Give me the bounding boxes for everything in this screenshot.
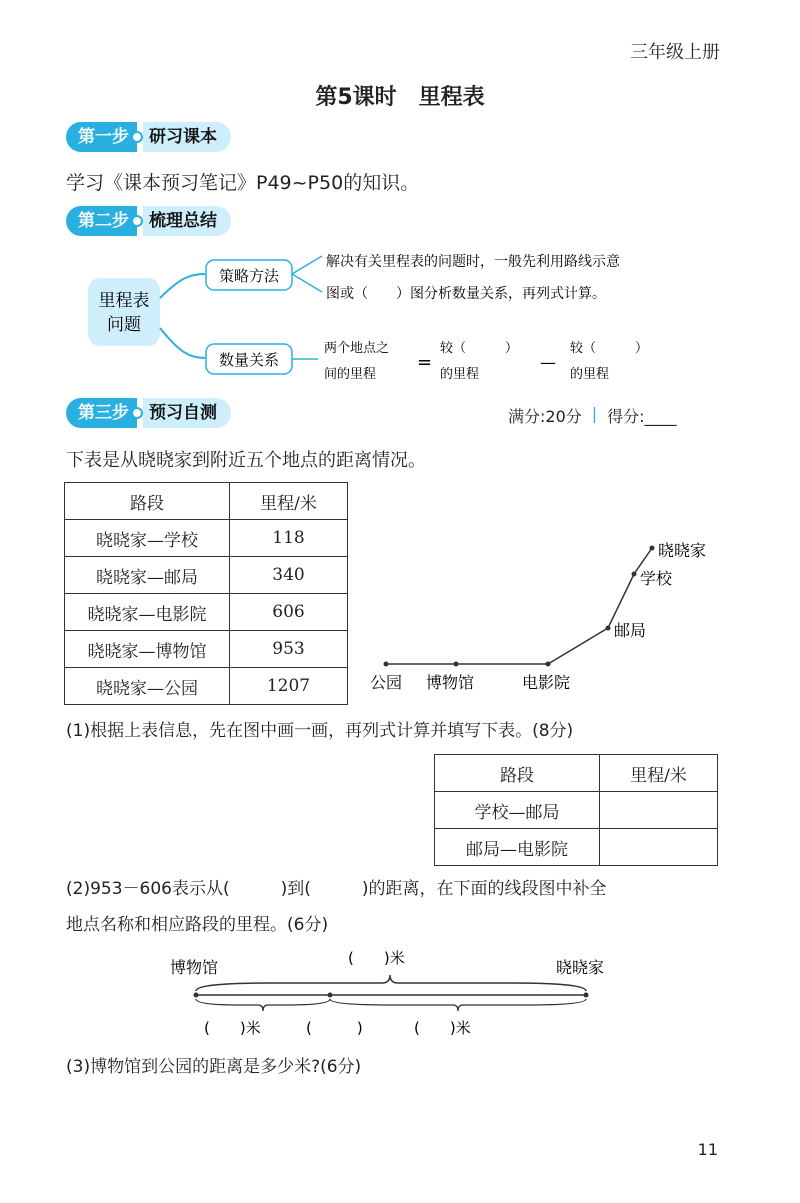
top-brace — [196, 975, 586, 991]
park-dot — [384, 662, 389, 667]
map-post-label: 邮局 — [614, 621, 647, 640]
map-park-label: 公园 — [370, 673, 403, 692]
question1: (1)根据上表信息，先在图中画一画，再列式计算并填写下表。(8分) — [66, 721, 574, 741]
mind-map — [60, 248, 740, 398]
answer-header-cell: 路段 — [435, 755, 600, 792]
step2-num: 第二步 — [66, 206, 137, 236]
answer-input-cell[interactable] — [600, 792, 718, 829]
branch2-label: 数量关系 — [218, 351, 280, 369]
map-school-label: 学校 — [640, 569, 673, 588]
segment-bottom-2: ( ) — [306, 1019, 363, 1037]
strategy-line2: 图或（ ）图分析数量关系，再列式计算。 — [326, 286, 606, 302]
segment-bottom-1: ( )米 — [204, 1019, 261, 1037]
table-cell: 606 — [230, 594, 348, 631]
table-header-cell: 路段 — [65, 483, 230, 520]
table-row — [65, 520, 348, 557]
answer-header-row — [435, 755, 718, 792]
step1-dot-icon — [131, 131, 143, 143]
mind-center-line2: 问题 — [107, 315, 141, 335]
table-header-row — [65, 483, 348, 520]
branch2-line — [160, 328, 205, 358]
step3-banner — [66, 398, 231, 428]
bottom-brace-1 — [196, 999, 330, 1011]
answer-table — [434, 754, 718, 866]
grade-label: 三年级上册 — [630, 42, 720, 63]
table-cell: 340 — [230, 557, 348, 594]
table-row — [65, 594, 348, 631]
cinema-dot — [546, 662, 551, 667]
answer-cell: 学校—邮局 — [435, 792, 600, 829]
museum-dot — [454, 662, 459, 667]
score-area — [508, 404, 677, 427]
table-cell: 118 — [230, 520, 348, 557]
table-cell: 晓晓家—公园 — [65, 668, 230, 705]
table-cell: 晓晓家—博物馆 — [65, 631, 230, 668]
table-row — [65, 557, 348, 594]
relation-a1: 两个地点之 — [324, 341, 390, 356]
answer-input-cell[interactable] — [600, 829, 718, 866]
step3-label: 预习自测 — [143, 398, 231, 428]
table-cell: 晓晓家—电影院 — [65, 594, 230, 631]
full-score: 满分:20分 — [508, 407, 582, 426]
relation-a2: 间的里程 — [324, 367, 377, 382]
table-cell: 953 — [230, 631, 348, 668]
answer-row — [435, 829, 718, 866]
school-dot — [632, 572, 637, 577]
table-row — [65, 668, 348, 705]
step2-label: 梳理总结 — [143, 206, 231, 236]
step1-banner — [66, 122, 231, 152]
page-number: 11 — [697, 1140, 718, 1159]
table-cell: 晓晓家—邮局 — [65, 557, 230, 594]
step1-text: 学习《课本预习笔记》P49~P50的知识。 — [66, 172, 420, 194]
branch1-line — [160, 274, 205, 298]
mind-center-line1: 里程表 — [98, 291, 150, 311]
strategy-line1: 解决有关里程表的问题时，一般先利用路线示意 — [326, 254, 620, 270]
segment-mid-dot — [328, 993, 333, 998]
question2-line1: (2)953－606表示从( )到( )的距离，在下面的线段图中补全 — [66, 879, 607, 899]
branch1-label: 策略方法 — [218, 267, 280, 285]
relation-equals: = — [417, 352, 433, 373]
step1-num: 第一步 — [66, 122, 137, 152]
lesson-title: 第5课时 里程表 — [315, 85, 485, 110]
relation-b1: 较（ ） — [440, 341, 519, 356]
post-dot — [606, 626, 611, 631]
relation-c2: 的里程 — [570, 367, 610, 382]
relation-b2: 的里程 — [440, 367, 480, 382]
segment-right-dot — [584, 993, 589, 998]
relation-minus: — — [540, 353, 556, 372]
table-header-cell: 里程/米 — [230, 483, 348, 520]
map-home-label: 晓晓家 — [658, 541, 707, 560]
relation-c1: 较（ ） — [570, 341, 649, 356]
map-museum-label: 博物馆 — [426, 673, 475, 692]
intro-text: 下表是从晓晓家到附近五个地点的距离情况。 — [66, 450, 426, 471]
bottom-brace-2 — [330, 999, 586, 1011]
route-map — [360, 530, 740, 700]
step3-dot-icon — [131, 407, 143, 419]
route-line — [386, 548, 652, 664]
question2-line2: 地点名称和相应路段的里程。(6分) — [66, 915, 329, 935]
table-cell: 晓晓家—学校 — [65, 520, 230, 557]
segment-right-label: 晓晓家 — [556, 958, 605, 977]
map-cinema-label: 电影院 — [522, 673, 571, 692]
step2-dot-icon — [131, 215, 143, 227]
answer-cell: 邮局—电影院 — [435, 829, 600, 866]
step2-banner — [66, 206, 231, 236]
score-got: 得分:____ — [607, 407, 677, 426]
question3: (3)博物馆到公园的距离是多少米?(6分) — [66, 1057, 362, 1077]
step1-label: 研习课本 — [143, 122, 231, 152]
segment-diagram — [160, 945, 640, 1045]
answer-row — [435, 792, 718, 829]
segment-left-label: 博物馆 — [170, 958, 219, 977]
segment-top-label: ( )米 — [348, 949, 405, 967]
step3-num: 第三步 — [66, 398, 137, 428]
table-cell: 1207 — [230, 668, 348, 705]
table-row — [65, 631, 348, 668]
segment-left-dot — [194, 993, 199, 998]
score-divider: | — [591, 404, 598, 423]
home-dot — [650, 546, 655, 551]
mind-center-box — [88, 278, 160, 346]
segment-bottom-3: ( )米 — [414, 1019, 471, 1037]
distance-table — [64, 482, 348, 705]
answer-header-cell: 里程/米 — [600, 755, 718, 792]
